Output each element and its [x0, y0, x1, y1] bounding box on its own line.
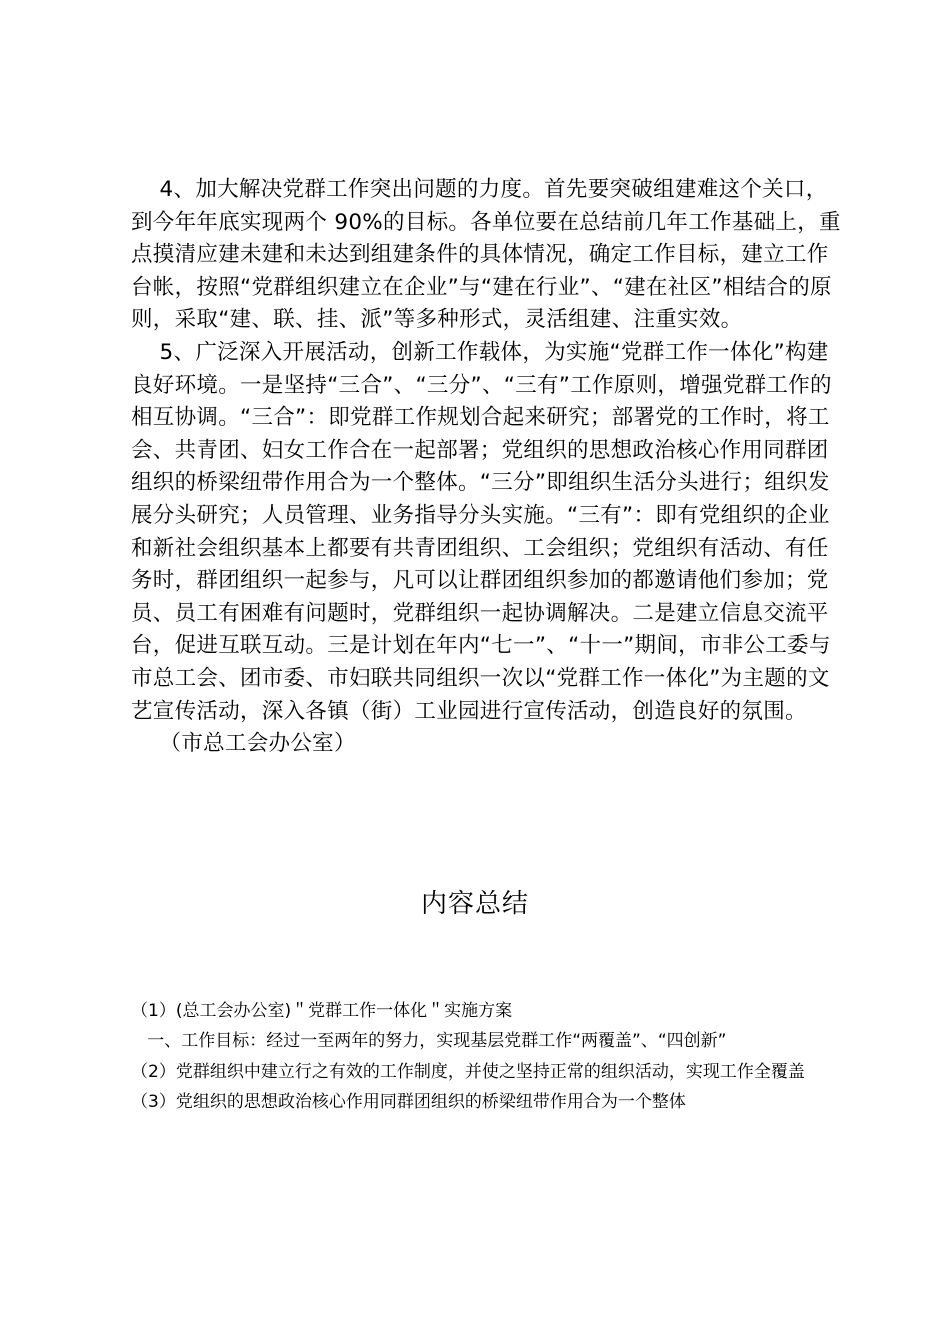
paragraph-4: 4、加大解决党群工作突出问题的力度。首先要突破组建难这个关口，到今年年底实现两个 90%的目标。各单位要在总结前几年工作基础上，重点摸清应建未建和未达到组建条件的具体情况，确定工作目标，建立工作台帐，按照“党群组织建立在企业”与“建在行业”、“建在社区”相结合的原则，采取“建、联、挂、派”等多种形式，灵活组建、注重实效。 [131, 177, 841, 333]
signature-line: （市总工会办公室） [131, 731, 356, 757]
summary-item-4: （3）党组织的思想政治核心作用同群团组织的桥梁纽带作用合为一个整体 [131, 1091, 686, 1112]
summary-item-1: （1）(总工会办公室)＂党群工作一体化＂实施方案 [131, 1001, 513, 1021]
summary-list [131, 996, 831, 1117]
document-body [131, 174, 843, 761]
summary-item-3: （2）党群组织中建立行之有效的工作制度，并使之坚持正常的组织活动，实现工作全覆盖 [131, 1061, 805, 1082]
paragraph-5: 5、广泛深入开展活动，创新工作载体，为实施“党群工作一体化”构建良好环境。一是坚持“三合”、“三分”、“三有”工作原则，增强党群工作的相互协调。“三合”：即党群工作规划合起来研究；部署党的工作时，将工会、共青团、妇女工作合在一起部署；党组织的思想政治核心作用同群团组织的桥梁纽带作用合为一个整体。“三分”即组织生活分头进行；组织发展分头研究；人员管理、业务指导分头实施。“三有”：即有党组织的企业和新社会组织基本上都要有共青团组织、工会组织；党组织有活动、有任务时，群团组织一起参与，凡可以让群团组织参加的都邀请他们参加；党员、员工有困难有问题时，党群组织一起协调解决。二是建立信息交流平台，促进互联互动。三是计划在年内“七一”、“十一”期间，市非公工委与市总工会、团市委、市妇联共同组织一次以“党群工作一体化”为主题的文艺宣传活动，深入各镇（街）工业园进行宣传活动，创造良好的氛围。 [131, 339, 832, 724]
summary-title: 内容总结 [420, 889, 529, 919]
summary-item-2: 一、工作目标：经过一至两年的努力，实现基层党群工作“两覆盖”、“四创新” [131, 1031, 727, 1052]
